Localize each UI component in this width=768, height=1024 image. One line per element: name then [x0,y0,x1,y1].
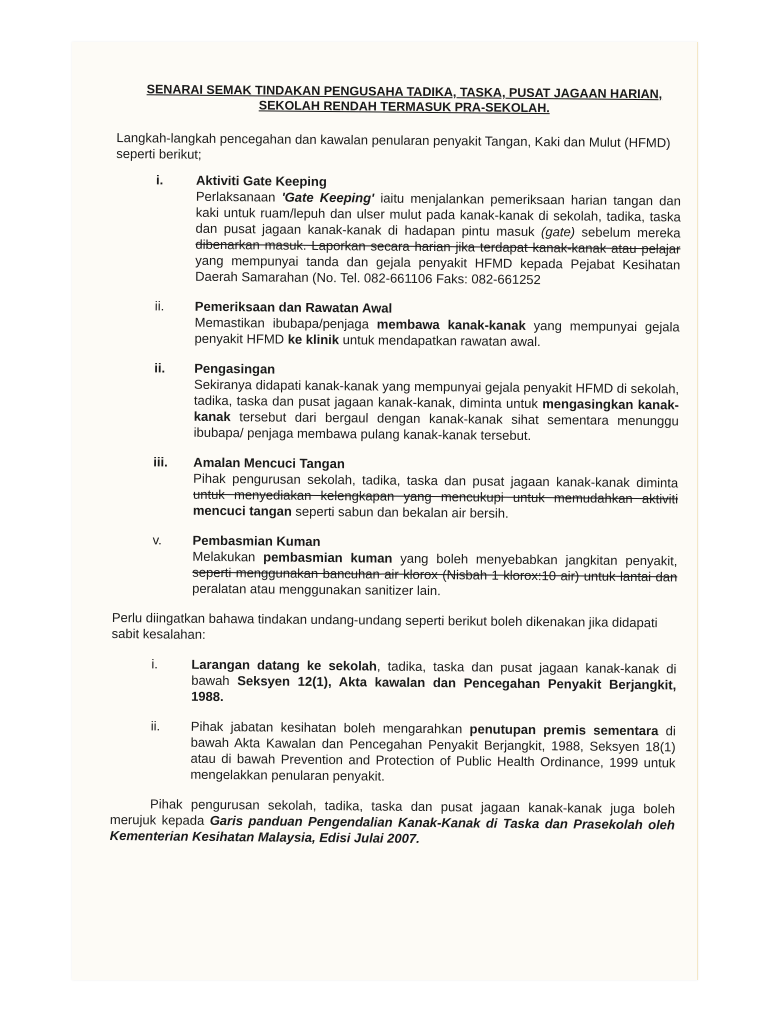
item-number: ii. [154,298,165,314]
item-text: Perlaksanaan [195,188,282,205]
item-text: peralatan atau menggunakan sanitizer lain. [192,580,441,599]
closing-reference: Garis panduan Pengendalian Kanak-Kanak di Taska dan Prasekolah oleh Kementerian Kesihatan Malaysia, Edisi Julai 2007. [109,812,675,846]
penalty-item-premise-closure [110,718,676,787]
item-body [191,657,676,710]
item-text: iaitu menjalankan pemeriksaan harian tangan dan kaki untuk ruam/lepuh dan ulser mulut pada kanak-kanak di sekolah, tadika, taska dan pusat jagaan kanak-kanak di hadapan pintu masuk [195,190,681,240]
document-content [110,82,682,862]
item-text-emphasis: Larangan datang ke sekolah [191,656,377,674]
item-text: Pihak pengurusan sekolah, tadika, taska dan pusat jagaan kanak-kanak diminta [193,470,679,491]
item-heading: Amalan Mencuci Tangan [193,454,345,472]
document-page [72,42,698,980]
item-number: i. [155,172,164,188]
item-text-emphasis: Seksyen 12(1), Akta kawalan dan Pencegahan Penyakit Berjangkit, 1988. [191,673,677,705]
item-body [195,173,681,290]
checklist-item-early-treatment [114,298,679,351]
checklist-item-isolation [114,360,680,445]
item-text-emphasis: penutupan premis sementara [469,721,659,739]
item-text: yang mempunyai gejala penyakit HFMD [194,317,680,347]
item-text-emphasis: 'Gate Keeping' [281,189,375,206]
item-number: v. [152,532,162,548]
document-title [127,82,682,117]
item-text: untuk mendapatkan rawatan awal. [338,332,541,350]
item-number: i. [151,656,158,672]
title-line-2: SEKOLAH RENDAH TERMASUK PRA-SEKOLAH. [258,98,550,116]
item-text-emphasis: pembasmian kuman [263,549,393,566]
checklist-item-handwashing [113,454,679,523]
item-text-struck: dibenarkan masuk. Laporkan secara harian jika terdapat kanak-kanak atau pelajar [195,236,681,257]
item-text: , tadika, taska dan pusat jagaan kanak-kanak di bawah [191,658,677,689]
item-text: tersebut dari bergaul dengan kanak-kanak sihat sementara menunggu ibubapa/ penjaga membawa pulang kanak-kanak tersebut. [193,409,679,443]
item-heading: Aktiviti Gate Keeping [195,172,327,190]
item-number: ii. [154,360,166,376]
legal-reminder: Perlu diingatkan bahawa tindakan undang-undang seperti berikut boleh dikenakan jika didapati sabit kesalahan: [111,609,658,642]
item-text-italic: (gate) [541,224,576,240]
item-text: Pihak jabatan kesihatan boleh mengarahkan [190,718,470,737]
title-line-1: SENARAI SEMAK TINDAKAN PENGUSAHA TADIKA, TASKA, PUSAT JAGAAN HARIAN, [146,82,663,102]
item-text: di bawah Akta Kawalan dan Pencegahan Penyakit Berjangkit, 1988, Seksyen 18(1) atau di bawah Prevention and Protection of Public Health Ordinance, 1999 untuk mengelakkan penularan penyakit. [190,723,676,784]
closing-text: Pihak pengurusan sekolah, tadika, taska dan pusat jagaan kanak-kanak juga boleh merujuk kepada [109,796,676,828]
item-text: Melakukan [192,548,264,565]
item-text: sebelum mereka [574,224,681,241]
item-text-struck: untuk menyediakan kelengkapan yang mencukupi untuk memudahkan aktiviti [192,486,679,507]
closing-paragraph [110,796,675,849]
item-body [194,361,680,446]
penalty-item-school-ban [111,656,676,709]
item-text: yang boleh menyebabkan jangkitan penyakit, [392,550,678,569]
checklist-item-disinfection [112,532,678,601]
item-text-emphasis: ke klinik [287,331,340,348]
item-text-emphasis: mengasingkan kanak-kanak [193,396,680,425]
item-body [193,455,679,524]
item-text: Sekiranya didapati kanak-kanak yang mempunyai gejala penyakit HFMD di sekolah, tadika, taska dan pusat jagaan kanak-kanak, diminta untuk [193,376,680,412]
item-body [194,299,679,352]
item-heading: Pengasingan [194,360,276,377]
item-text-emphasis: mencuci tangan [192,502,292,519]
item-body [192,533,678,602]
item-number: ii. [150,718,161,734]
checklist-item-gate-keeping [115,172,681,289]
item-heading: Pembasmian Kuman [192,532,321,549]
item-body [190,719,676,788]
item-text: Memastikan ibubapa/penjaga [194,314,377,332]
item-number: iii. [153,454,168,470]
item-text: yang mempunyai tanda dan gejala penyakit HFMD kepada Pejabat Kesihatan Daerah Samarahan (No. Tel. 082-661106 Faks: 082-661252 [195,252,681,288]
intro-paragraph: Langkah-langkah pencegahan dan kawalan penularan penyakit Tangan, Kaki dan Mulut (HFMD) seperti berikut; [116,129,671,162]
item-text-emphasis: membawa kanak-kanak [376,316,526,333]
item-text: seperti sabun dan bekalan air bersih. [291,503,509,521]
item-text-struck: seperti menggunakan bancuhan air klorox (Nisbah 1 klorox:10 air) untuk lantai dan [192,564,678,585]
item-heading: Pemeriksaan dan Rawatan Awal [194,298,393,316]
